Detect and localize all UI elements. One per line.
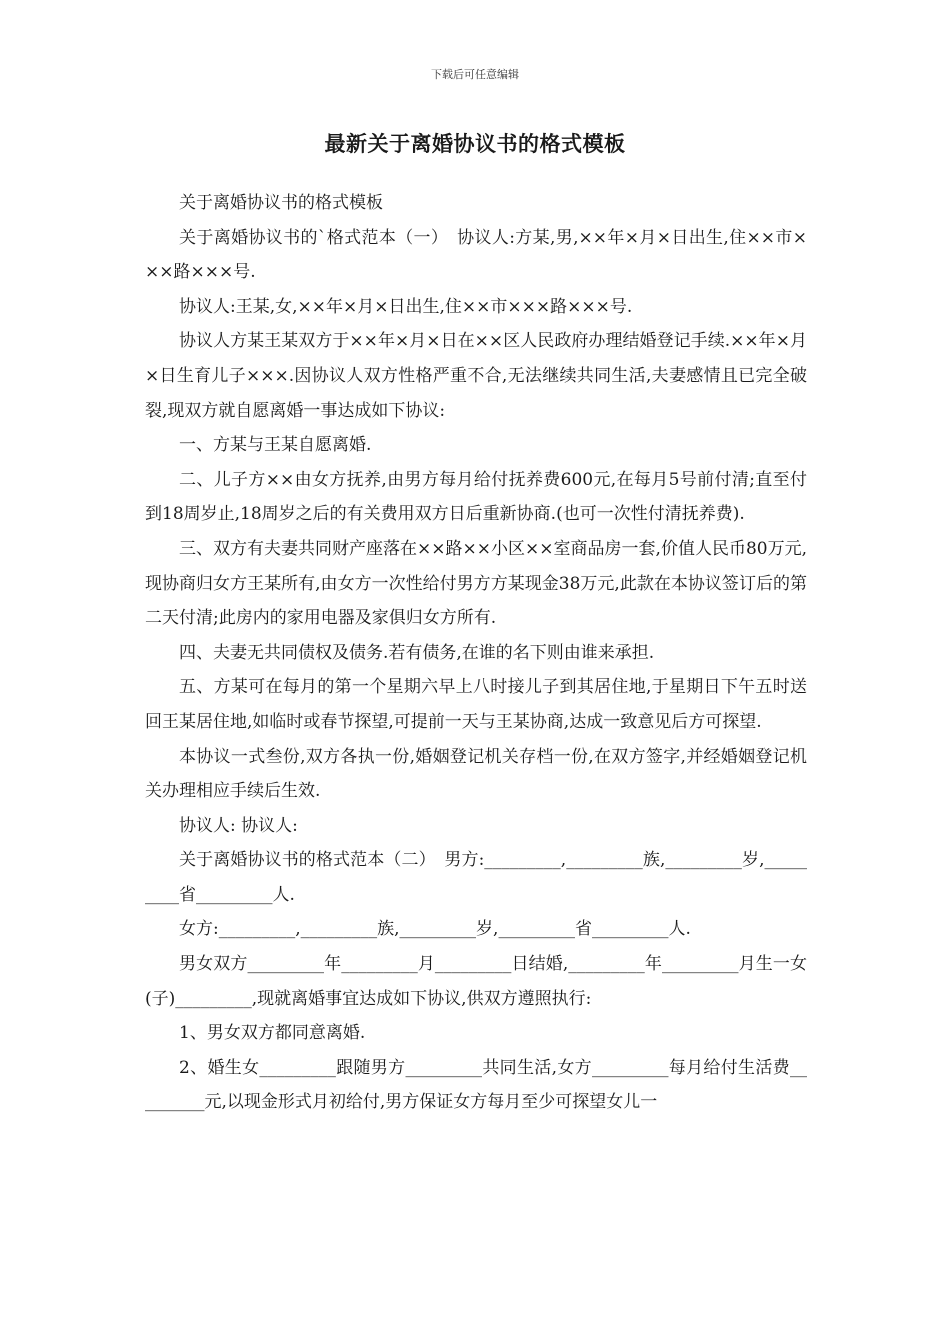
paragraph-background: 协议人方某王某双方于××年×月×日在××区人民政府办理结婚登记手续.××年×月×日生育儿子×××.因协议人双方性格严重不合,无法继续共同生活,夫妻感情且已完全破裂,现双方就自愿离婚一事达成如下协议:	[145, 331, 807, 421]
paragraph-party-b: 协议人:王某,女,××年×月×日出生,住××市×××路×××号.	[179, 296, 633, 317]
paragraph-clause-4: 四、夫妻无共同债权及债务.若有债务,在谁的名下则由谁来承担.	[179, 642, 655, 663]
paragraph-effectiveness: 本协议一式叁份,双方各执一份,婚姻登记机关存档一份,在双方签字,并经婚姻登记机关办理相应手续后生效.	[145, 746, 807, 802]
paragraph-clause-2: 二、儿子方××由女方抚养,由男方每月给付抚养费600元,在每月5号前付清;直至付到18周岁止,18周岁之后的有关费用双方日后重新协商.(也可一次性付清抚养费).	[145, 469, 807, 525]
document-body	[145, 186, 807, 1120]
paragraph-marriage-info: 男女双方_________年_________月_________日结婚,_________年_________月生一女(子)_________,现就离婚事宜达成如下协议,供双方遵照执行:	[145, 954, 807, 1009]
document-title: 最新关于离婚协议书的格式模板	[324, 131, 626, 156]
paragraph-template-two-female: 女方:_________,_________族,_________岁,_________省_________人.	[179, 919, 691, 940]
paragraph-template-one-party-a: 关于离婚协议书的`格式范本（一） 协议人:方某,男,××年×月×日出生,住××市×××路×××号.	[145, 227, 807, 283]
paragraph-clause-1: 一、方某与王某自愿离婚.	[179, 435, 372, 456]
paragraph-subtitle: 关于离婚协议书的格式模板	[179, 193, 383, 213]
paragraph-template-two-male: 关于离婚协议书的格式范本（二） 男方:_________,_________族,_________岁,_________省_________人.	[145, 850, 807, 905]
paragraph-template-two-clause-2: 2、婚生女_________跟随男方_________共同生活,女方_________每月给付生活费_________元,以现金形式月初给付,男方保证女方每月至少可探望女儿一	[145, 1057, 807, 1113]
paragraph-clause-5: 五、方某可在每月的第一个星期六早上八时接儿子到其居住地,于星期日下午五时送回王某居住地,如临时或春节探望,可提前一天与王某协商,达成一致意见后方可探望.	[145, 677, 807, 732]
paragraph-signatures: 协议人: 协议人:	[179, 815, 298, 836]
paragraph-template-two-clause-1: 1、男女双方都同意离婚.	[179, 1023, 366, 1044]
page-header-note: 下载后可任意编辑	[431, 68, 519, 81]
paragraph-clause-3: 三、双方有夫妻共同财产座落在××路××小区××室商品房一套,价值人民币80万元,现协商归女方王某所有,由女方一次性给付男方方某现金38万元,此款在本协议签订后的第二天付清;此房内的家用电器及家俱归女方所有.	[145, 538, 807, 629]
